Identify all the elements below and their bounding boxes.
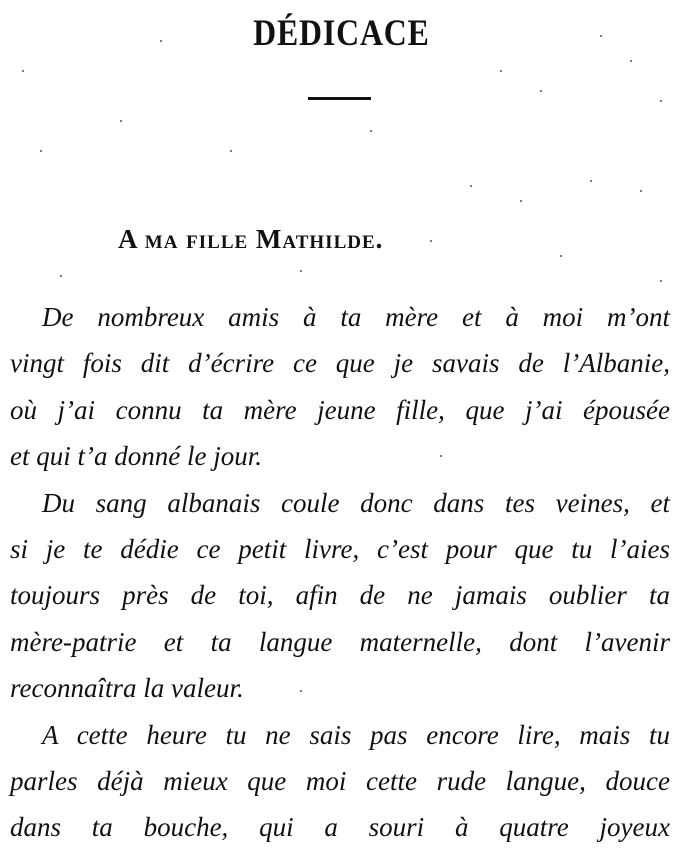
text-line: où j’ai connu ta mère jeune fille, que j’ai épousée bbox=[10, 394, 670, 425]
scan-speck bbox=[230, 150, 232, 152]
scan-speck bbox=[470, 185, 472, 187]
scan-speck bbox=[22, 70, 24, 72]
scan-speck bbox=[660, 280, 662, 282]
dedication-salutation: A ma fille Mathilde. bbox=[118, 224, 384, 254]
scan-speck bbox=[640, 190, 642, 192]
text-line: Du sang albanais coule donc dans tes veines, et bbox=[42, 487, 670, 518]
scan-speck bbox=[660, 100, 662, 102]
text-line: mère-patrie et ta langue maternelle, dont l’avenir bbox=[10, 626, 670, 657]
scan-speck bbox=[120, 120, 122, 122]
scan-speck bbox=[630, 60, 632, 62]
text-line: vingt fois dit d’écrire ce que je savais de l’Albanie, bbox=[10, 348, 670, 379]
text-line: toujours près de toi, afin de ne jamais oublier ta bbox=[10, 580, 670, 611]
scan-speck bbox=[440, 455, 442, 457]
scan-speck bbox=[300, 270, 302, 272]
scan-speck bbox=[40, 150, 42, 152]
scan-speck bbox=[60, 275, 62, 277]
scan-speck bbox=[300, 690, 302, 692]
text-line: parles déjà mieux que moi cette rude langue, douce bbox=[10, 765, 670, 796]
scan-speck bbox=[500, 70, 502, 72]
scan-speck bbox=[160, 40, 162, 42]
page-title: DÉDICACE bbox=[253, 13, 430, 54]
scan-speck bbox=[540, 90, 542, 92]
scan-speck bbox=[520, 200, 522, 202]
scan-speck bbox=[430, 240, 432, 242]
text-line: dans ta bouche, qui a souri à quatre joyeux bbox=[10, 812, 670, 843]
text-line: De nombreux amis à ta mère et à moi m’ont bbox=[42, 302, 670, 332]
scan-speck bbox=[600, 35, 602, 37]
scan-speck bbox=[590, 180, 592, 182]
title-rule bbox=[308, 97, 371, 100]
scan-speck bbox=[370, 130, 372, 132]
text-line: A cette heure tu ne sais pas encore lire, mais tu bbox=[42, 719, 670, 750]
text-line: si je te dédie ce petit livre, c’est pour que tu l’aies bbox=[10, 533, 670, 564]
scan-speck bbox=[560, 255, 562, 257]
dedication-body bbox=[10, 294, 670, 851]
text-line: reconnaîtra la valeur. bbox=[10, 673, 244, 704]
text-line: et qui t’a donné le jour. bbox=[10, 441, 262, 472]
